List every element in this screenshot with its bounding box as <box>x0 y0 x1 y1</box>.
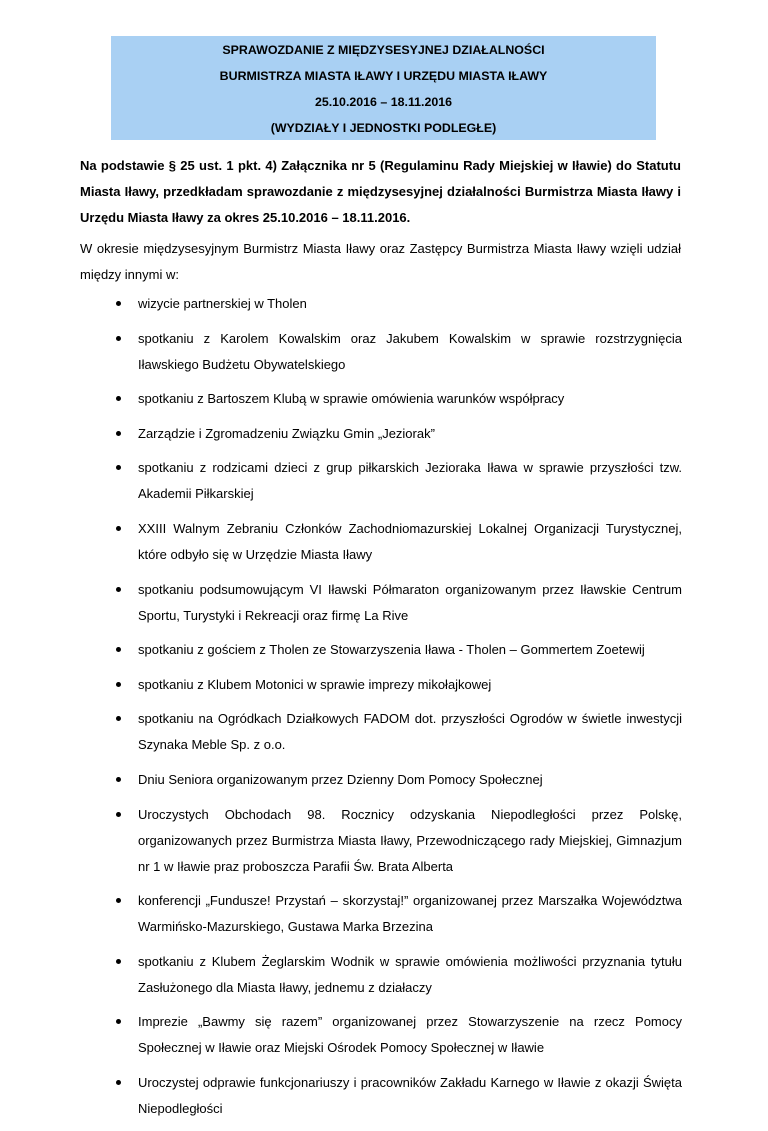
list-item <box>0 888 768 940</box>
report-period: 25.10.2016 – 18.11.2016 <box>314 95 453 109</box>
list-item <box>0 577 768 629</box>
list-item-text: XXIII Walnym Zebraniu Członków Zachodniomazurskiej Lokalnej Organizacji Turystycznej, które odbyło się w Urzędzie Miasta Iławy <box>138 520 682 562</box>
bullet-icon <box>116 431 121 436</box>
list-item <box>0 706 768 758</box>
list-item <box>0 516 768 568</box>
list-item-text: Zarządzie i Zgromadzeniu Związku Gmin „Jeziorak” <box>138 425 435 441</box>
bullet-icon <box>116 336 121 341</box>
bullet-icon <box>116 465 121 470</box>
list-item-text: spotkaniu z rodzicami dzieci z grup piłkarskich Jezioraka Iława w sprawie przyszłości tzw. Akademii Piłkarskiej <box>138 460 682 502</box>
bullet-icon <box>116 396 121 401</box>
list-item-text: wizycie partnerskiej w Tholen <box>138 296 307 311</box>
bullet-icon <box>116 812 121 817</box>
list-item-text: spotkaniu podsumowującym VI Iławski Półmaraton organizowanym przez Iławskie Centrum Sportu, Turystyki i Rekreacji oraz firmę La Rive <box>138 581 682 623</box>
bullet-icon <box>116 587 121 592</box>
bullet-icon <box>116 526 121 531</box>
list-item <box>0 767 768 793</box>
bullet-icon <box>116 959 121 964</box>
list-item-text: Imprezie „Bawmy się razem” organizowanej przez Stowarzyszenie na rzecz Pomocy Społecznej w Iławie oraz Miejski Ośrodek Pomocy Społecznej w Iławie <box>138 1014 682 1056</box>
list-item <box>0 672 768 698</box>
bullet-icon <box>116 898 121 903</box>
lead-paragraph: W okresie międzysesyjnym Burmistrz Miasta Iławy oraz Zastępcy Burmistrza Miasta Iławy wzięli udział między innymi w: <box>80 241 681 282</box>
list-item-text: Uroczystej odprawie funkcjonariuszy i pracowników Zakładu Karnego w Iławie z okazji Święta Niepodległości <box>138 1074 682 1116</box>
bullet-icon <box>116 1080 121 1085</box>
list-item-text: Dniu Seniora organizowanym przez Dzienny Dom Pomocy Społecznej <box>138 771 543 787</box>
list-item-text-continued: organizowanych przez Burmistrza Miasta Iławy, Przewodniczącego rady Miejskiej, Gimnazjum nr 1 w Iławie praz proboszcza Parafii Św. Brata Alberta <box>138 832 682 874</box>
bullet-icon <box>116 682 121 687</box>
report-header <box>111 36 656 140</box>
bullet-icon <box>116 301 121 306</box>
list-item-text: spotkaniu z Karolem Kowalskim oraz Jakubem Kowalskim w sprawie rozstrzygnięcia Iławskiego Budżetu Obywatelskiego <box>138 330 682 372</box>
bullet-icon <box>116 777 121 782</box>
list-item <box>0 291 768 317</box>
list-item <box>0 949 768 1001</box>
list-item <box>0 421 768 447</box>
list-item-text: konferencji „Fundusze! Przystań – skorzystaj!” organizowanej przez Marszałka Województwa Warmińsko-Mazurskiego, Gustawa Marka Brzezina <box>138 893 682 935</box>
bullet-icon <box>116 647 121 652</box>
bullet-icon <box>116 1019 121 1024</box>
list-item-text: spotkaniu z gościem z Tholen ze Stowarzyszenia Iława - Tholen – Gommertem Zoetewij <box>138 642 645 658</box>
list-item <box>0 326 768 378</box>
list-item <box>0 455 768 507</box>
list-item-text: Uroczystych Obchodach 98. Rocznicy odzyskania Niepodległości przez Polskę, <box>138 806 682 822</box>
list-item <box>0 1070 768 1122</box>
list-item-text: spotkaniu z Klubem Motonici w sprawie imprezy mikołajkowej <box>138 676 492 692</box>
list-item <box>0 386 768 412</box>
report-subtitle: BURMISTRZA MIASTA IŁAWY I URZĘDU MIASTA IŁAWY <box>219 69 548 83</box>
list-item-text: spotkaniu na Ogródkach Działkowych FADOM dot. przyszłości Ogrodów w świetle inwestycji Szynaka Meble Sp. z o.o. <box>138 711 682 753</box>
report-scope: (WYDZIAŁY I JEDNOSTKI PODLEGŁE) <box>270 121 497 135</box>
list-item <box>0 637 768 663</box>
intro-paragraph: Na podstawie § 25 ust. 1 pkt. 4) Załącznika nr 5 (Regulaminu Rady Miejskiej w Iławie) do Statutu Miasta Iławy, przedkładam sprawozdanie z międzysesyjnej działalności Burmistrza Miasta Iławy i Urzędu Miasta Iławy za okres 25.10.2016 – 18.11.2016. <box>80 158 681 225</box>
list-item <box>0 1009 768 1061</box>
list-item-text: spotkaniu z Klubem Żeglarskim Wodnik w sprawie omówienia możliwości przyznania tytułu Zasłużonego dla Miasta Iławy, jednemu z działaczy <box>138 953 682 995</box>
report-title: SPRAWOZDANIE Z MIĘDZYSESYJNEJ DZIAŁALNOŚCI <box>222 43 545 57</box>
list-item-text: spotkaniu z Bartoszem Klubą w sprawie omówienia warunków współpracy <box>138 391 565 407</box>
activity-list <box>0 291 768 1131</box>
bullet-icon <box>116 716 121 721</box>
list-item <box>0 802 768 880</box>
